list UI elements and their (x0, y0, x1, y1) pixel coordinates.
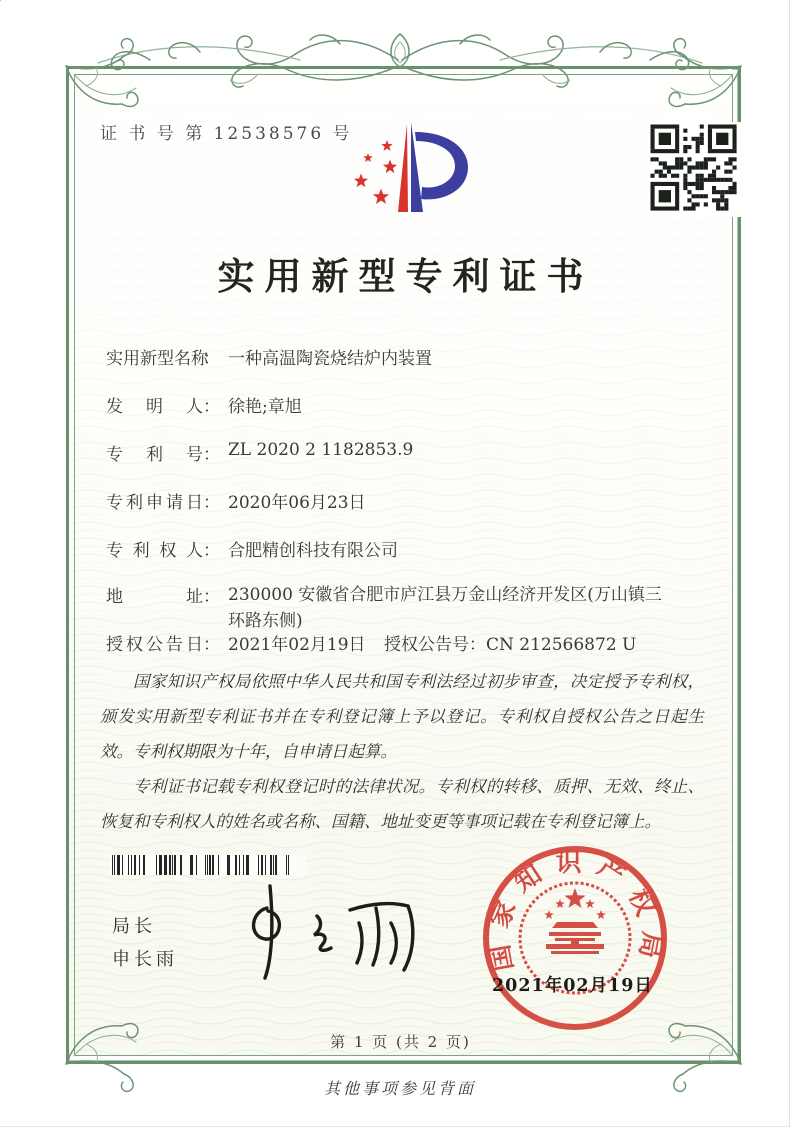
field-colon: ： (203, 587, 220, 607)
field-label: 专利申请日 (106, 493, 203, 513)
field-label: 授权公告号 (384, 635, 469, 655)
legal-text (100, 664, 704, 839)
field-label: 专利权人 (106, 541, 203, 561)
field-value: 2021年02月19日 (228, 635, 366, 655)
field-utility-model-name (106, 344, 432, 369)
field-grant-number (384, 630, 636, 655)
field-colon: ： (203, 541, 220, 561)
field-value (228, 582, 708, 634)
address-line-1: 230000 安徽省合肥市庐江县万金山经济开发区(万山镇三 (228, 585, 662, 605)
field-label: 专利号 (106, 445, 203, 465)
qr-code (648, 122, 743, 217)
seal-text: 国家知识产权局 (482, 847, 668, 974)
field-patentee (106, 536, 398, 561)
commissioner-signature (222, 878, 432, 983)
svg-text:国家知识产权局 (483, 848, 667, 973)
commissioner-title: 局长 (112, 916, 156, 936)
field-value: 合肥精创科技有限公司 (228, 541, 398, 561)
field-filing-date (106, 488, 366, 513)
address-line-2: 环路东侧) (228, 611, 303, 631)
legal-paragraph-1: 国家知识产权局依照中华人民共和国专利法经过初步审查，决定授予专利权，颁发实用新型专利证书并在专利登记簿上予以登记。专利权自授权公告之日起生效。专利权期限为十年，自申请日起算。 (100, 672, 704, 761)
field-colon: ： (469, 635, 486, 655)
field-value: 一种高温陶瓷烧结炉内装置 (228, 349, 432, 369)
field-value: 徐艳;章旭 (228, 397, 302, 417)
field-colon: ： (203, 493, 220, 513)
field-colon: ： (203, 445, 220, 465)
page-number: 第 1 页 (共 2 页) (330, 1033, 471, 1051)
field-colon: ： (203, 397, 220, 417)
field-colon: ： (203, 635, 220, 655)
field-label: 授权公告日 (106, 635, 203, 655)
field-label: 实用新型名称 (106, 349, 208, 369)
cnipa-logo (332, 110, 482, 235)
certificate-title: 实用新型专利证书 (217, 254, 594, 298)
seal-date: 2021年02月19日 (492, 976, 653, 996)
barcode (110, 855, 306, 875)
field-value: CN 212566872 U (486, 635, 637, 655)
certificate-number: 证 书 号 第 12538576 号 (100, 124, 353, 144)
field-label: 发明人 (106, 397, 203, 417)
field-grant-date (106, 630, 637, 655)
field-address (106, 582, 708, 634)
legal-paragraph-2: 专利证书记载专利权登记时的法律状况。专利权的转移、质押、无效、终止、恢复和专利权人的姓名或名称、国籍、地址变更等事项记载在专利登记簿上。 (100, 777, 704, 831)
field-patent-number (106, 440, 413, 465)
official-seal (480, 843, 670, 1033)
field-value: 2020年06月23日 (228, 493, 366, 513)
field-value: ZL 2020 2 1182853.9 (228, 440, 414, 460)
field-inventor (106, 392, 302, 417)
back-side-note: 其他事项参见背面 (323, 1079, 476, 1098)
commissioner-name: 申长雨 (112, 949, 178, 969)
field-colon: ： (203, 349, 220, 369)
field-label: 地址 (106, 587, 203, 607)
